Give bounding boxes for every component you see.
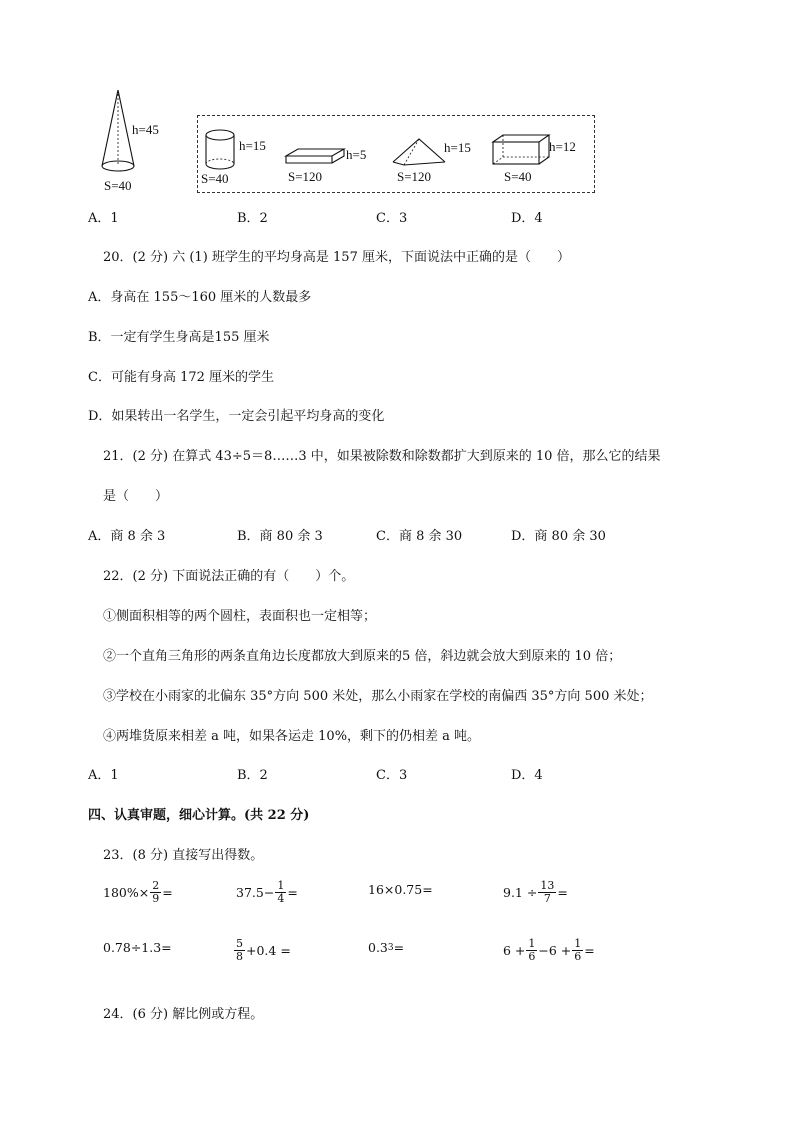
- q23-expr-7: [368, 940, 404, 955]
- q21-stem-line2: 是（ ）: [103, 489, 169, 504]
- expr-text: =: [162, 884, 173, 900]
- denominator: 9: [152, 891, 160, 905]
- denominator: 4: [277, 891, 285, 905]
- q23-expr-5: [103, 940, 172, 955]
- q20-option-a[interactable]: A．身高在 155～160 厘米的人数最多: [88, 290, 312, 305]
- expr-text: 9.1 ÷: [503, 884, 538, 900]
- numerator: 1: [277, 879, 285, 892]
- expr-text: 0.78÷1.3=: [103, 940, 172, 955]
- q20-option-d[interactable]: D．如果转出一名学生，一定会引起平均身高的变化: [88, 409, 385, 424]
- numerator: 1: [574, 937, 582, 950]
- thin-prism-height-label: h=5: [346, 147, 367, 162]
- q19-option-c[interactable]: C．3: [376, 211, 408, 226]
- q21-option-c[interactable]: C．商 8 余 30: [376, 529, 463, 544]
- box-figure: [489, 132, 553, 168]
- q19-option-d[interactable]: D．4: [511, 211, 543, 226]
- box-base-label: S=40: [504, 169, 532, 184]
- numerator: 2: [152, 879, 160, 892]
- denominator: 7: [543, 891, 551, 905]
- q22-statement-4: ④两堆货原来相差 a 吨，如果各运走 10%，剩下的仍相差 a 吨。: [103, 729, 481, 744]
- thin-prism-base-label: S=120: [288, 169, 323, 184]
- q23-expr-6: [233, 938, 291, 962]
- thin-prism-figure: [284, 146, 348, 168]
- cylinder-base-label: S=40: [201, 171, 229, 186]
- expr-text: =: [584, 942, 595, 958]
- expr-text: −6 +: [538, 942, 572, 958]
- q24-stem: 24．(6 分) 解比例或方程。: [103, 1007, 264, 1022]
- q22-option-d[interactable]: D．4: [511, 768, 543, 783]
- numerator: 1: [528, 937, 536, 950]
- expr-text: +0.4 =: [246, 942, 291, 958]
- q21-option-b[interactable]: B．商 80 余 3: [237, 529, 323, 544]
- triangle-prism-figure: [390, 136, 448, 168]
- cone-base-label: S=40: [104, 178, 132, 193]
- fraction: [572, 938, 583, 962]
- q22-stem: 22．(2 分) 下面说法正确的有（ ）个。: [103, 569, 355, 584]
- q20-option-c[interactable]: C．可能有身高 172 厘米的学生: [88, 370, 275, 385]
- q19-option-b[interactable]: B．2: [237, 211, 268, 226]
- q19-option-a[interactable]: A．1: [88, 211, 119, 226]
- expr-text: 16×0.75=: [368, 882, 433, 897]
- q22-statement-2: ②一个直角三角形的两条直角边长度都放大到原来的5 倍，斜边就会放大到原来的 10 倍；: [103, 649, 622, 664]
- cylinder-figure: [202, 128, 242, 172]
- cylinder-height-label: h=15: [239, 138, 266, 153]
- exponent: 3: [387, 942, 394, 953]
- fraction: [275, 880, 286, 904]
- q23-expr-2: [236, 880, 298, 904]
- q23-stem: 23．(8 分) 直接写出得数。: [103, 848, 264, 863]
- expr-base: 0.3: [368, 940, 388, 955]
- q23-expr-4: [503, 880, 568, 904]
- expr-text: =: [287, 884, 298, 900]
- expr-text: =: [557, 884, 568, 900]
- cone-height-label: h=45: [132, 122, 159, 137]
- triangle-prism-height-label: h=15: [444, 140, 471, 155]
- denominator: 6: [574, 949, 582, 963]
- numerator: 5: [236, 937, 243, 950]
- fraction: [526, 938, 537, 962]
- q20-stem: 20．(2 分) 六 (1) 班学生的平均身高是 157 厘米，下面说法中正确的是（ ）: [103, 250, 570, 265]
- numerator: 13: [540, 879, 555, 892]
- denominator: 6: [528, 949, 536, 963]
- q23-expr-8: [503, 938, 595, 962]
- fraction: [150, 880, 161, 904]
- expr-text: 6 +: [503, 942, 526, 958]
- fraction: [234, 938, 245, 962]
- box-height-label: h=12: [549, 139, 576, 154]
- q21-option-d[interactable]: D．商 80 余 30: [511, 529, 606, 544]
- q23-expr-3: [368, 882, 433, 897]
- q22-option-a[interactable]: A．1: [88, 768, 119, 783]
- expr-text: =: [393, 940, 405, 955]
- q22-statement-1: ①侧面积相等的两个圆柱，表面积也一定相等；: [103, 609, 377, 624]
- expr-text: 37.5−: [236, 884, 275, 900]
- q22-option-c[interactable]: C．3: [376, 768, 408, 783]
- triangle-prism-base-label: S=120: [397, 169, 432, 184]
- q23-expr-1: [103, 880, 173, 904]
- q21-option-a[interactable]: A．商 8 余 3: [88, 529, 166, 544]
- expr-text: 180%×: [103, 884, 150, 900]
- q22-option-b[interactable]: B．2: [237, 768, 268, 783]
- q21-stem-line1: 21．(2 分) 在算式 43÷5＝8……3 中，如果被除数和除数都扩大到原来的 10 倍，那么它的结果: [103, 449, 661, 464]
- fraction: [538, 880, 556, 904]
- denominator: 8: [236, 949, 243, 963]
- q20-option-b[interactable]: B．一定有学生身高是155 厘米: [88, 330, 270, 345]
- q22-statement-3: ③学校在小雨家的北偏东 35°方向 500 米处，那么小雨家在学校的南偏西 35°方向 500 米处；: [103, 689, 653, 704]
- section-heading: 四、认真审题，细心计算。(共 22 分): [88, 808, 310, 823]
